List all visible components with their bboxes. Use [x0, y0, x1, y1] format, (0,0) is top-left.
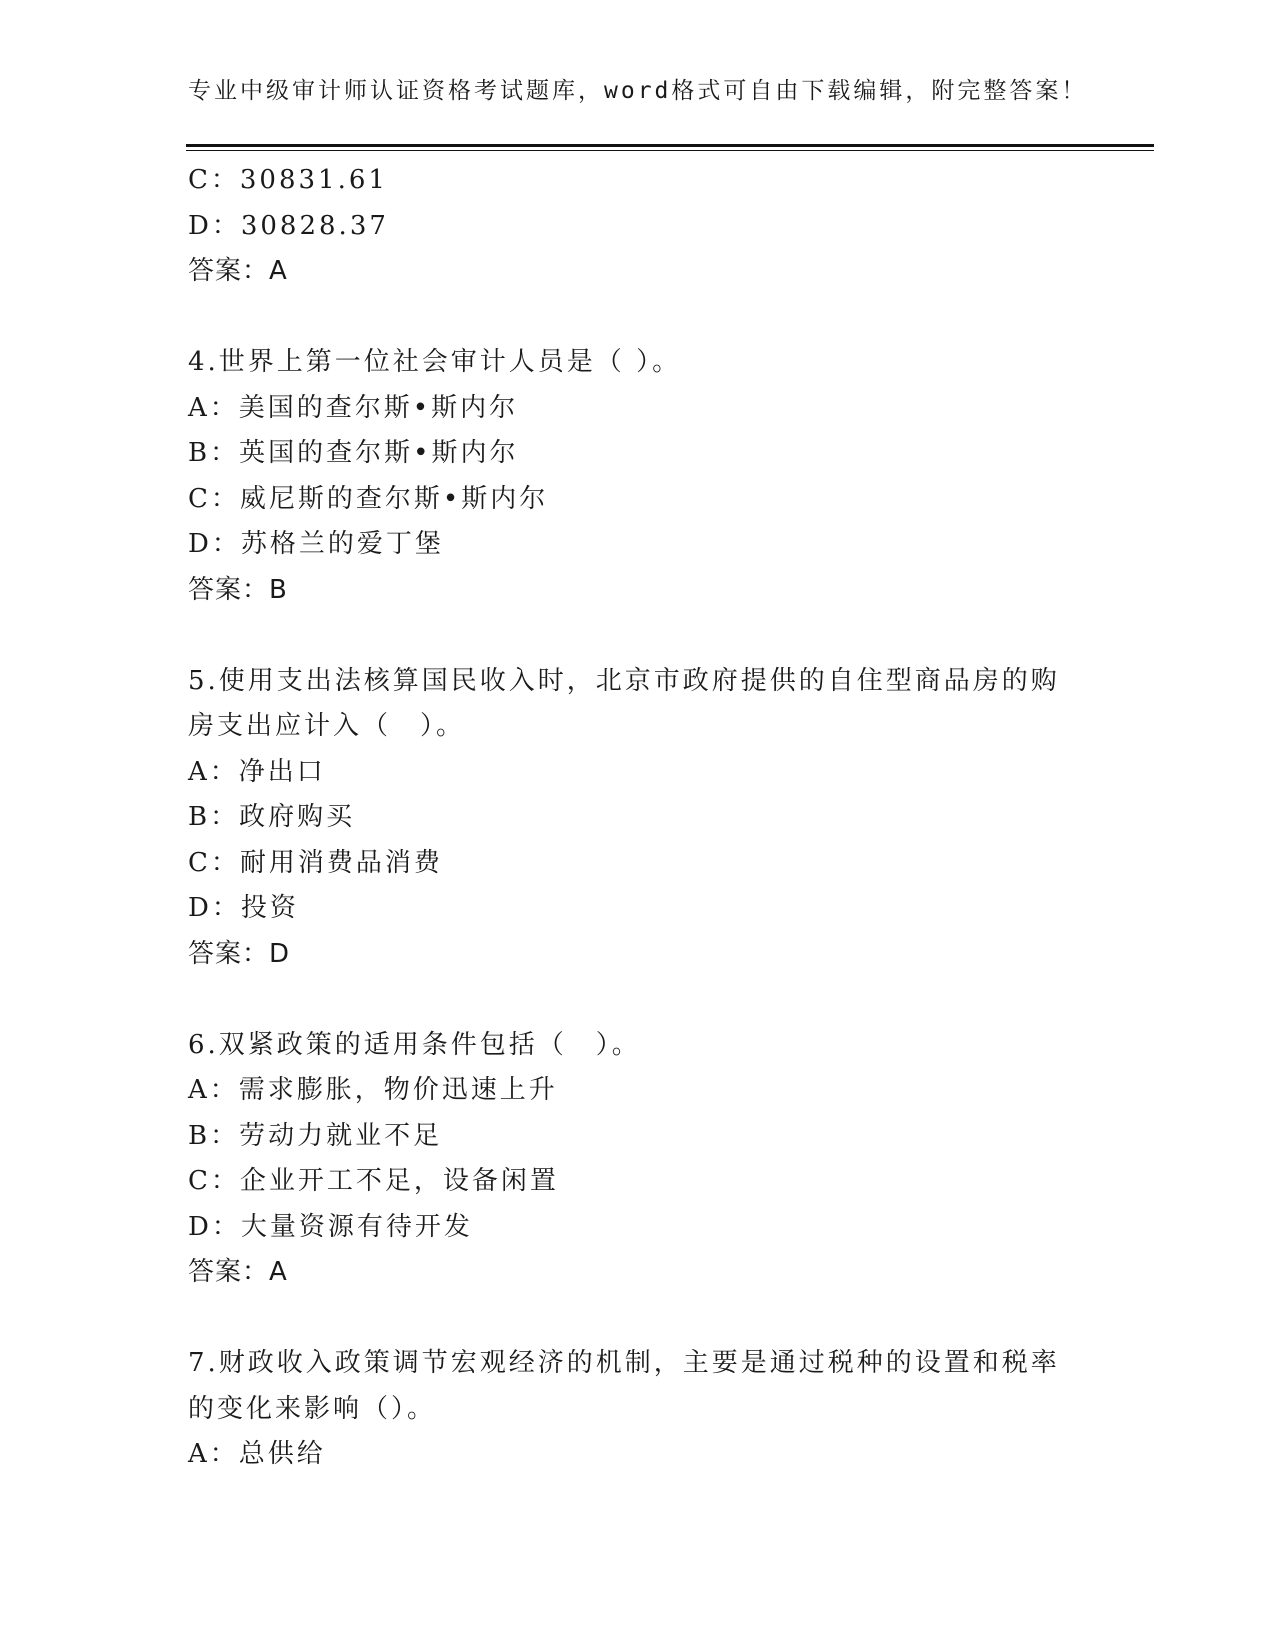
question-text: 的变化来影响（）。	[188, 1393, 437, 1424]
answer-option: C：企业开工不足，设备闲置	[188, 1166, 559, 1196]
answer-option: C：30831.61	[188, 165, 388, 195]
block-spacer	[188, 613, 1138, 659]
question-text: 6.双紧政策的适用条件包括（ ）。	[188, 1029, 641, 1060]
answer-option: B：劳动力就业不足	[188, 1120, 443, 1151]
answer-key: 答案：A	[188, 256, 288, 286]
answer-option: D：大量资源有待开发	[188, 1211, 473, 1242]
question-text: 4.世界上第一位社会审计人员是（ ）。	[188, 347, 682, 377]
answer-option: A：净出口	[188, 756, 326, 787]
block-spacer	[188, 295, 1138, 341]
answer-option: A：总供给	[188, 1439, 326, 1469]
question-text: 房支出应计入（ ）。	[188, 711, 466, 741]
answer-option: D：30828.37	[188, 210, 389, 241]
answer-option: C：耐用消费品消费	[188, 847, 443, 878]
answer-option: D：苏格兰的爱丁堡	[188, 529, 444, 559]
header-rule-thick	[186, 144, 1154, 147]
question-block	[188, 340, 1138, 613]
answer-key: 答案：B	[188, 574, 288, 605]
question-text: 7.财政收入政策调节宏观经济的机制，主要是通过税种的设置和税率	[188, 1348, 1060, 1378]
header-rule-thin	[186, 150, 1154, 151]
question-block	[188, 659, 1138, 978]
question-block	[188, 1341, 1138, 1478]
answer-key: 答案：A	[188, 1257, 288, 1287]
answer-option: D：投资	[188, 893, 299, 923]
answer-option: C：威尼斯的查尔斯•斯内尔	[188, 483, 549, 514]
page-header: 专业中级审计师认证资格考试题库，word格式可自由下载编辑，附完整答案！	[188, 78, 1088, 104]
block-spacer	[188, 1296, 1138, 1342]
question-block	[188, 1023, 1138, 1296]
block-spacer	[188, 977, 1138, 1023]
answer-option: B：政府购买	[188, 802, 356, 832]
question-list	[188, 158, 1138, 1478]
answer-option: A：美国的查尔斯•斯内尔	[188, 392, 519, 423]
answer-key: 答案：D	[188, 938, 291, 969]
question-block	[188, 158, 1138, 295]
answer-option: A：需求膨胀，物价迅速上升	[188, 1075, 558, 1105]
answer-option: B：英国的查尔斯•斯内尔	[188, 438, 519, 468]
question-text: 5.使用支出法核算国民收入时，北京市政府提供的自住型商品房的购	[188, 665, 1060, 696]
